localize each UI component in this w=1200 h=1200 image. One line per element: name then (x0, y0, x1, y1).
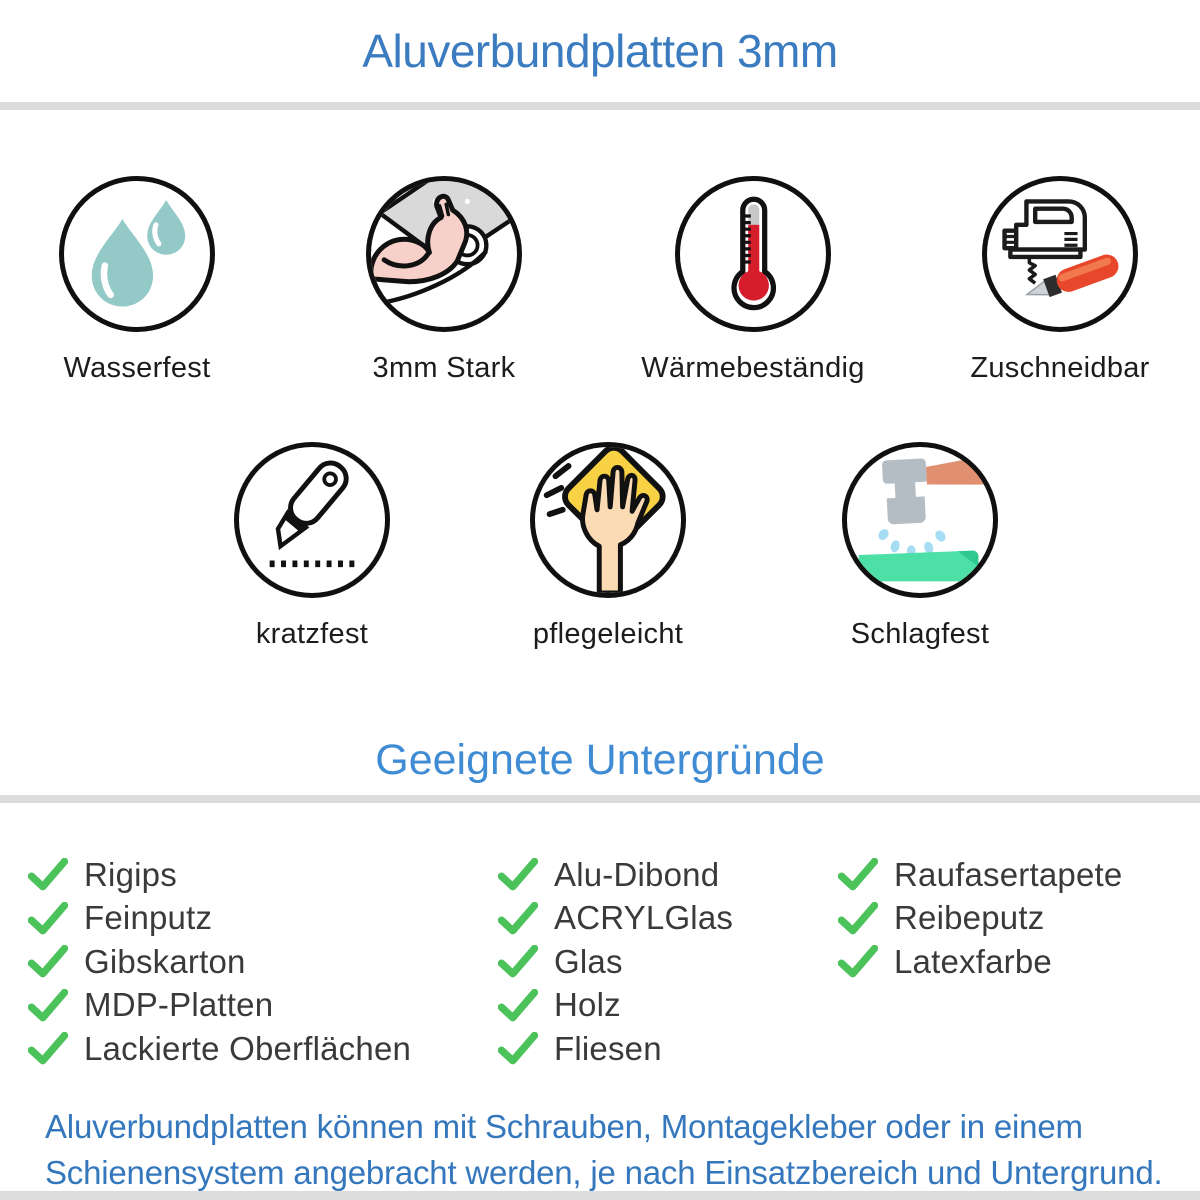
list-item (838, 853, 1122, 897)
feature-label: Zuschneidbar (970, 352, 1150, 384)
feature-pflegeleicht (488, 442, 728, 651)
divider-middle (0, 795, 1200, 803)
substrate-label: Gibskarton (84, 942, 246, 980)
checkmark-icon (28, 858, 68, 891)
checkmark-icon (838, 902, 878, 935)
checkmark-icon (28, 989, 68, 1022)
feature-label: Wasserfest (63, 352, 211, 384)
substrate-label: Lackierte Oberflächen (84, 1029, 412, 1067)
footer-line-1: Aluverbundplatten können mit Schrauben, Montagekleber oder in einem (45, 1108, 1083, 1145)
list-item (28, 1027, 411, 1071)
feature-schlagfest (800, 442, 1040, 651)
checkmark-icon (498, 902, 538, 935)
cleaning-cloth-hand-icon (535, 447, 681, 593)
substrate-label: Reibeputz (894, 899, 1045, 937)
list-item (28, 940, 411, 984)
checkmark-icon (838, 945, 878, 978)
divider-bottom (0, 1191, 1200, 1200)
substrate-label: Rigips (84, 855, 177, 893)
footer-note (45, 1104, 1162, 1196)
list-item (498, 1027, 733, 1071)
substrate-label: Holz (554, 986, 621, 1024)
feature-circle (982, 176, 1138, 332)
feature-zuschneidbar (940, 176, 1180, 385)
list-item (28, 984, 411, 1028)
substrate-column-2 (498, 853, 733, 1071)
checkmark-icon (838, 858, 878, 891)
feature-circle (842, 442, 998, 598)
list-item (838, 940, 1122, 984)
feature-circle (675, 176, 831, 332)
feature-circle (59, 176, 215, 332)
feature-kratzfest (192, 442, 432, 651)
feature-label: 3mm Stark (372, 352, 516, 384)
checkmark-icon (28, 945, 68, 978)
feature-label: Schlagfest (850, 618, 990, 650)
footer-line-2: Schienensystem angebracht werden, je nach Einsatzbereich und Untergrund. (45, 1154, 1163, 1191)
muscle-arm-icon (371, 181, 517, 327)
substrate-label: Feinputz (84, 899, 213, 937)
substrate-label: Raufasertapete (894, 855, 1123, 893)
checkmark-icon (498, 858, 538, 891)
divider-top (0, 102, 1200, 110)
thermometer-icon (680, 181, 826, 327)
hammer-impact-icon (847, 447, 993, 593)
feature-circle (234, 442, 390, 598)
utility-knife-icon (239, 447, 385, 593)
list-item (498, 897, 733, 941)
substrate-label: Glas (554, 942, 623, 980)
substrate-label: MDP-Platten (84, 986, 274, 1024)
feature-circle (530, 442, 686, 598)
substrate-label: Alu-Dibond (554, 855, 720, 893)
checkmark-icon (498, 989, 538, 1022)
checkmark-icon (28, 902, 68, 935)
list-item (498, 940, 733, 984)
feature-label: Wärmebeständig (641, 352, 865, 384)
substrate-label: Latexfarbe (894, 942, 1052, 980)
feature-waermebestaendig (633, 176, 873, 385)
water-drops-icon (64, 181, 210, 327)
list-item (498, 853, 733, 897)
list-item (28, 853, 411, 897)
checkmark-icon (498, 945, 538, 978)
checkmark-icon (498, 1032, 538, 1065)
feature-3mm-stark (324, 176, 564, 385)
feature-label: kratzfest (255, 618, 369, 650)
list-item (498, 984, 733, 1028)
list-item (838, 897, 1122, 941)
substrate-label: ACRYLGlas (554, 899, 734, 937)
checkmark-icon (28, 1032, 68, 1065)
substrate-label: Fliesen (554, 1029, 662, 1067)
jigsaw-cutter-icon (987, 181, 1133, 327)
feature-circle (366, 176, 522, 332)
feature-label: pflegeleicht (532, 618, 684, 650)
section-title: Geeignete Untergründe (375, 736, 825, 784)
substrate-column-1 (28, 853, 411, 1071)
feature-wasserfest (17, 176, 257, 385)
substrate-column-3 (838, 853, 1122, 984)
list-item (28, 897, 411, 941)
page-title: Aluverbundplatten 3mm (362, 25, 838, 77)
